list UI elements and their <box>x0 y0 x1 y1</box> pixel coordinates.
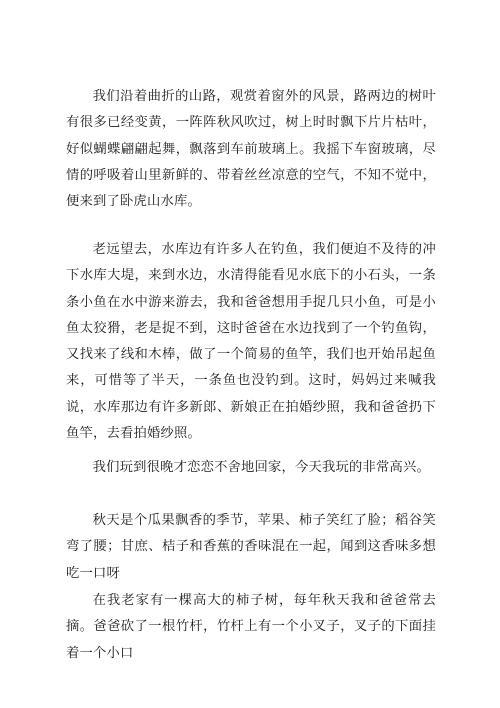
paragraph-5: 在我老家有一棵高大的柿子树，每年秋天我和爸爸常去摘。爸爸砍了一根竹杆，竹杆上有一个小叉子，叉子的下面挂着一个小口 <box>66 593 436 661</box>
paragraph-1: 我们沿着曲折的山路，观赏着窗外的风景，路两边的树叶有很多已经变黄，一阵阵秋风吹过，树上时时飘下片片枯叶，好似蝴蝶翩翩起舞，飘落到车前玻璃上。我摇下车窗玻璃，尽情的呼吸着山里新鲜的、带着丝丝凉意的空气，不知不觉中，便来到了卧虎山水库。 <box>66 89 436 210</box>
paragraph-4: 秋天是个瓜果飘香的季节，苹果、柿子笑红了脸；稻谷笑弯了腰；甘庶、桔子和香蕉的香味混在一起，闻到这香味多想吃一口呀 <box>66 513 436 581</box>
paragraph-3: 我们玩到很晚才恋恋不舍地回家，今天我玩的非常高兴。 <box>92 460 431 475</box>
paragraph-2: 老远望去，水库边有许多人在钓鱼，我们便迫不及待的冲下水库大堤，来到水边，水清得能看见水底下的小石头，一条条小鱼在水中游来游去，我和爸爸想用手捉几只小鱼，可是小鱼太狡猾，老是捉不到，这时爸爸在水边找到了一个钓鱼钩，又找来了线和木棒，做了一个简易的鱼竿，我们也开始吊起鱼来，可惜等了半天，一条鱼也没钓到。这时，妈妈过来喊我说，水库那边有许多新郎、新娘正在拍婚纱照，我和爸爸扔下鱼竿，去看拍婚纱照。 <box>66 242 436 442</box>
